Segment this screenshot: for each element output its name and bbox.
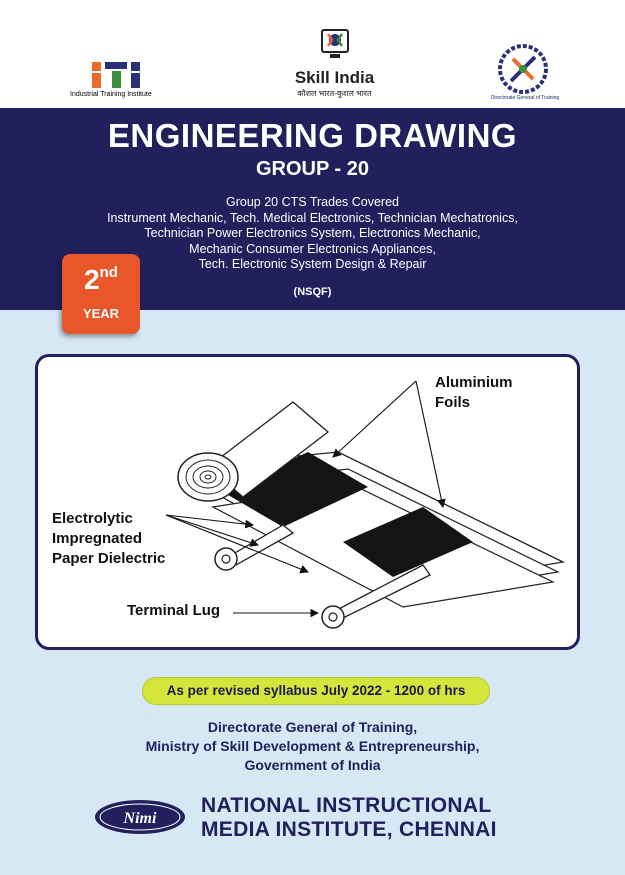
dgt-emblem — [497, 43, 549, 95]
logo-strip — [0, 0, 625, 108]
nimi-logo — [93, 798, 187, 836]
label-paper-dielectric: Electrolytic Impregnated Paper Dielectric — [52, 510, 166, 567]
book-title: ENGINEERING DRAWING — [107, 117, 518, 154]
trades-line: Technician Power Electronics System, Electronics Mechanic, — [144, 226, 481, 240]
trades-heading: Group 20 CTS Trades Covered — [226, 195, 399, 209]
trades-line: Tech. Electronic System Design & Repair — [198, 257, 427, 271]
publisher-line: Ministry of Skill Development & Entrepreneurship, — [145, 738, 480, 754]
year-number: 2nd — [84, 264, 118, 295]
label-aluminium-foils: Aluminium Foils — [435, 374, 513, 411]
nsqf-label: (NSQF) — [293, 286, 332, 298]
year-badge — [62, 254, 140, 334]
dgt-caption: Directorate General of Training — [490, 95, 560, 101]
publisher-line: Government of India — [244, 757, 381, 773]
year-label: YEAR — [82, 306, 120, 321]
trades-line: Instrument Mechanic, Tech. Medical Electronics, Technician Mechatronics, — [107, 210, 518, 225]
syllabus-banner: As per revised syllabus July 2022 - 1200 of hrs — [142, 677, 490, 705]
nimi-logo-text: Nimi — [123, 810, 157, 827]
publisher-block — [0, 718, 625, 775]
capacitor-diagram — [35, 354, 580, 650]
publisher-line: Directorate General of Training, — [207, 719, 418, 735]
trades-line: Mechanic Consumer Electronics Appliances, — [189, 241, 436, 256]
iti-caption: Industrial Training Institute — [70, 91, 152, 98]
group-heading: GROUP - 20 — [256, 158, 369, 180]
skill-india-name: Skill India — [294, 68, 375, 87]
label-terminal-lug: Terminal Lug — [127, 602, 221, 619]
iti-logo — [70, 60, 170, 90]
skill-india-tagline: कौशल भारत-कुशल भारत — [297, 89, 372, 98]
nimi-name: NATIONAL INSTRUCTIONAL MEDIA INSTITUTE, CHENNAI — [201, 794, 497, 841]
year-suffix: nd — [99, 264, 118, 281]
skill-india-logo — [287, 28, 382, 69]
